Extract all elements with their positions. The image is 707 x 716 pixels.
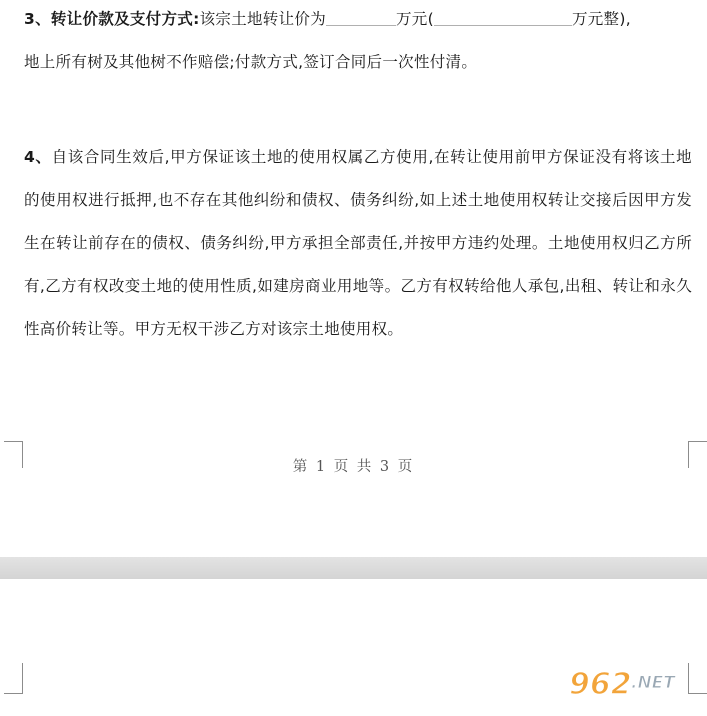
watermark-logo-suffix: .NET [631,673,675,693]
price-uppercase-blank-field[interactable] [434,11,572,26]
clause-4-heading: 4、 [24,148,52,166]
clause-3-unit1: 万元( [396,10,434,28]
price-blank-field[interactable] [326,11,396,26]
page-gap-separator [0,557,707,579]
clause-3-heading: 3、转让价款及支付方式: [24,10,200,28]
clause-3-paragraph [24,0,692,84]
page-footer: 第 1 页 共 3 页 [292,459,415,475]
watermark-logo-number: 962 [569,667,632,702]
page-corner-mark-top-left [4,663,23,694]
clause-4-paragraph [24,136,692,351]
site-watermark-logo [565,664,701,712]
document-page-2 [0,579,707,716]
clause-4-body: 自该合同生效后,甲方保证该土地的使用权属乙方使用,在转让使用前甲方保证没有将该土地的使用权进行抵押,也不存在其他纠纷和债权、债务纠纷,如上述土地使用权转让交接后因甲方发生在转让前存在的债权、债务纠纷,甲方承担全部责任,并按甲方违约处理。土地使用权归乙方所有,乙方有权改变土地的使用性质,如建房商业用地等。乙方有权转给他人承包,出租、转让和永久性高价转让等。甲方无权干涉乙方对该宗土地使用权。 [24,148,692,338]
watermark-logo-icon [569,667,684,712]
clause-3-text: 该宗土地转让价为 [199,10,326,28]
clause-3-line2: 地上所有树及其他树不作赔偿;付款方式,签订合同后一次性付清。 [24,53,478,71]
watermark-sub-text: 乐游网 [639,694,685,712]
clause-3-unit2: 万元整), [571,10,631,28]
